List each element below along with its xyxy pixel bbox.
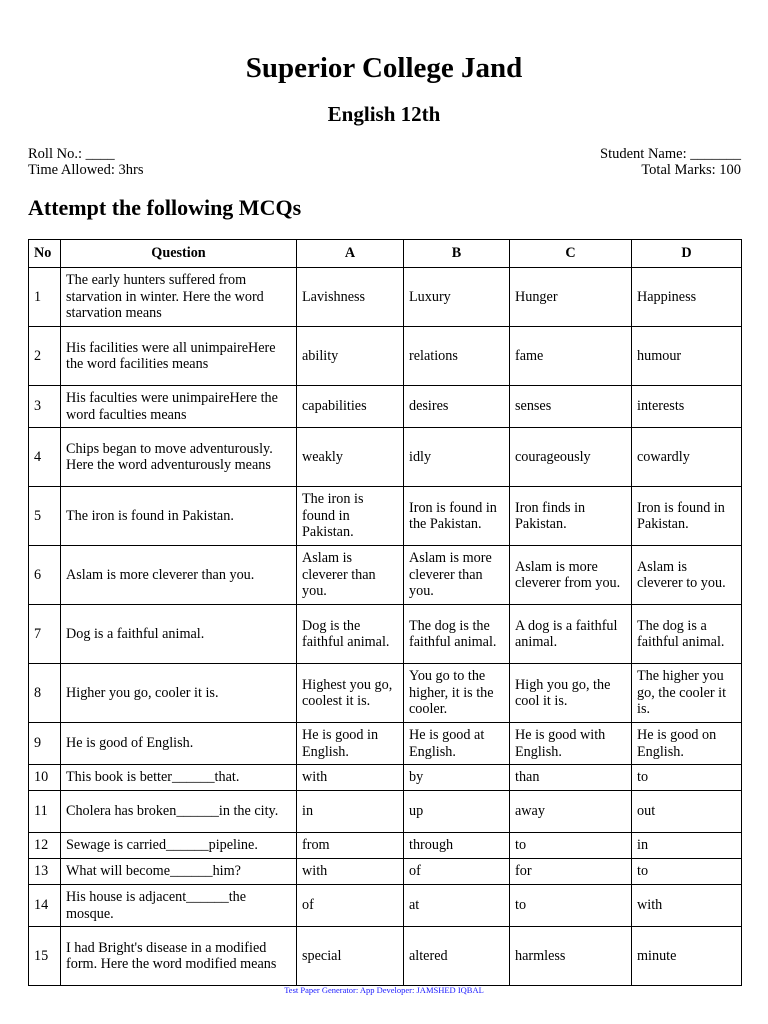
time-allowed: Time Allowed: 3hrs <box>28 162 144 178</box>
question-number: 5 <box>29 487 61 546</box>
column-header-question: Question <box>61 240 297 268</box>
table-row <box>29 833 742 859</box>
question-text: Higher you go, cooler it is. <box>61 664 297 723</box>
question-number: 3 <box>29 386 61 428</box>
option-d: out <box>632 791 742 833</box>
option-a: from <box>297 833 404 859</box>
option-d: interests <box>632 386 742 428</box>
column-header-b: B <box>404 240 510 268</box>
table-header-row <box>29 240 742 268</box>
option-d: The higher you go, the cooler it is. <box>632 664 742 723</box>
option-b: Aslam is more cleverer than you. <box>404 546 510 605</box>
option-d: humour <box>632 327 742 386</box>
option-b: through <box>404 833 510 859</box>
table-row <box>29 605 742 664</box>
question-number: 14 <box>29 885 61 927</box>
option-c: to <box>510 885 632 927</box>
page-title: Superior College Jand <box>245 52 523 84</box>
mcq-table <box>28 239 742 986</box>
question-number: 13 <box>29 859 61 885</box>
column-header-a: A <box>297 240 404 268</box>
option-c: away <box>510 791 632 833</box>
option-c: fame <box>510 327 632 386</box>
option-b: at <box>404 885 510 927</box>
option-a: Highest you go, coolest it is. <box>297 664 404 723</box>
table-row <box>29 664 742 723</box>
option-c: courageously <box>510 428 632 487</box>
table-row <box>29 765 742 791</box>
option-d: Iron is found in Pakistan. <box>632 487 742 546</box>
option-d: Happiness <box>632 268 742 327</box>
column-header-d: D <box>632 240 742 268</box>
option-a: with <box>297 859 404 885</box>
option-b: up <box>404 791 510 833</box>
option-b: Iron is found in the Pakistan. <box>404 487 510 546</box>
option-c: A dog is a faithful animal. <box>510 605 632 664</box>
option-d: The dog is a faithful animal. <box>632 605 742 664</box>
table-row <box>29 723 742 765</box>
student-name-field: Student Name: _______ <box>600 146 741 162</box>
option-b: altered <box>404 927 510 986</box>
mcq-table-body <box>29 268 742 986</box>
option-b: relations <box>404 327 510 386</box>
question-text: His house is adjacent______the mosque. <box>61 885 297 927</box>
roll-no-field: Roll No.: ____ <box>28 146 115 162</box>
paper-subject: English 12th <box>327 102 441 126</box>
option-b: Luxury <box>404 268 510 327</box>
question-text: This book is better______that. <box>61 765 297 791</box>
option-b: desires <box>404 386 510 428</box>
question-text: Sewage is carried______pipeline. <box>61 833 297 859</box>
question-text: The iron is found in Pakistan. <box>61 487 297 546</box>
table-row <box>29 487 742 546</box>
option-c: He is good with English. <box>510 723 632 765</box>
option-d: He is good on English. <box>632 723 742 765</box>
option-a: Dog is the faithful animal. <box>297 605 404 664</box>
question-number: 4 <box>29 428 61 487</box>
option-a: He is good in English. <box>297 723 404 765</box>
table-row <box>29 386 742 428</box>
paper-meta-left <box>28 146 143 178</box>
option-d: with <box>632 885 742 927</box>
question-text: Aslam is more cleverer than you. <box>61 546 297 605</box>
option-c: harmless <box>510 927 632 986</box>
option-c: High you go, the cool it is. <box>510 664 632 723</box>
option-a: capabilities <box>297 386 404 428</box>
table-row <box>29 927 742 986</box>
question-number: 9 <box>29 723 61 765</box>
option-d: Aslam is cleverer to you. <box>632 546 742 605</box>
footer-credit: Test Paper Generator: App Developer: JAMSHED IQBAL <box>284 985 484 995</box>
option-b: He is good at English. <box>404 723 510 765</box>
option-d: to <box>632 765 742 791</box>
option-a: weakly <box>297 428 404 487</box>
option-d: cowardly <box>632 428 742 487</box>
paper-meta-right <box>600 146 741 178</box>
option-c: for <box>510 859 632 885</box>
option-a: in <box>297 791 404 833</box>
option-c: senses <box>510 386 632 428</box>
option-b: You go to the higher, it is the cooler. <box>404 664 510 723</box>
question-text: I had Bright's disease in a modified form. Here the word modified means <box>61 927 297 986</box>
column-header-c: C <box>510 240 632 268</box>
table-row <box>29 791 742 833</box>
option-a: special <box>297 927 404 986</box>
question-number: 6 <box>29 546 61 605</box>
table-row <box>29 546 742 605</box>
option-a: of <box>297 885 404 927</box>
option-b: by <box>404 765 510 791</box>
option-d: to <box>632 859 742 885</box>
question-number: 2 <box>29 327 61 386</box>
option-a: Aslam is cleverer than you. <box>297 546 404 605</box>
question-text: The early hunters suffered from starvation in winter. Here the word starvation means <box>61 268 297 327</box>
question-number: 10 <box>29 765 61 791</box>
option-a: with <box>297 765 404 791</box>
option-d: in <box>632 833 742 859</box>
table-row <box>29 885 742 927</box>
question-text: His faculties were unimpaireHere the word faculties means <box>61 386 297 428</box>
option-d: minute <box>632 927 742 986</box>
table-row <box>29 859 742 885</box>
question-number: 1 <box>29 268 61 327</box>
total-marks: Total Marks: 100 <box>641 162 741 178</box>
option-c: than <box>510 765 632 791</box>
option-c: Iron finds in Pakistan. <box>510 487 632 546</box>
question-text: His facilities were all unimpaireHere the word facilities means <box>61 327 297 386</box>
option-c: to <box>510 833 632 859</box>
option-b: of <box>404 859 510 885</box>
question-number: 15 <box>29 927 61 986</box>
option-a: Lavishness <box>297 268 404 327</box>
option-a: ability <box>297 327 404 386</box>
table-row <box>29 428 742 487</box>
option-b: idly <box>404 428 510 487</box>
table-row <box>29 268 742 327</box>
question-text: He is good of English. <box>61 723 297 765</box>
section-heading: Attempt the following MCQs <box>28 195 302 220</box>
column-header-no: No <box>29 240 61 268</box>
question-text: Chips began to move adventurously. Here the word adventurously means <box>61 428 297 487</box>
question-number: 11 <box>29 791 61 833</box>
option-c: Hunger <box>510 268 632 327</box>
option-c: Aslam is more cleverer from you. <box>510 546 632 605</box>
question-number: 12 <box>29 833 61 859</box>
table-row <box>29 327 742 386</box>
question-text: What will become______him? <box>61 859 297 885</box>
option-b: The dog is the faithful animal. <box>404 605 510 664</box>
question-text: Dog is a faithful animal. <box>61 605 297 664</box>
question-number: 7 <box>29 605 61 664</box>
question-text: Cholera has broken______in the city. <box>61 791 297 833</box>
option-a: The iron is found in Pakistan. <box>297 487 404 546</box>
question-number: 8 <box>29 664 61 723</box>
